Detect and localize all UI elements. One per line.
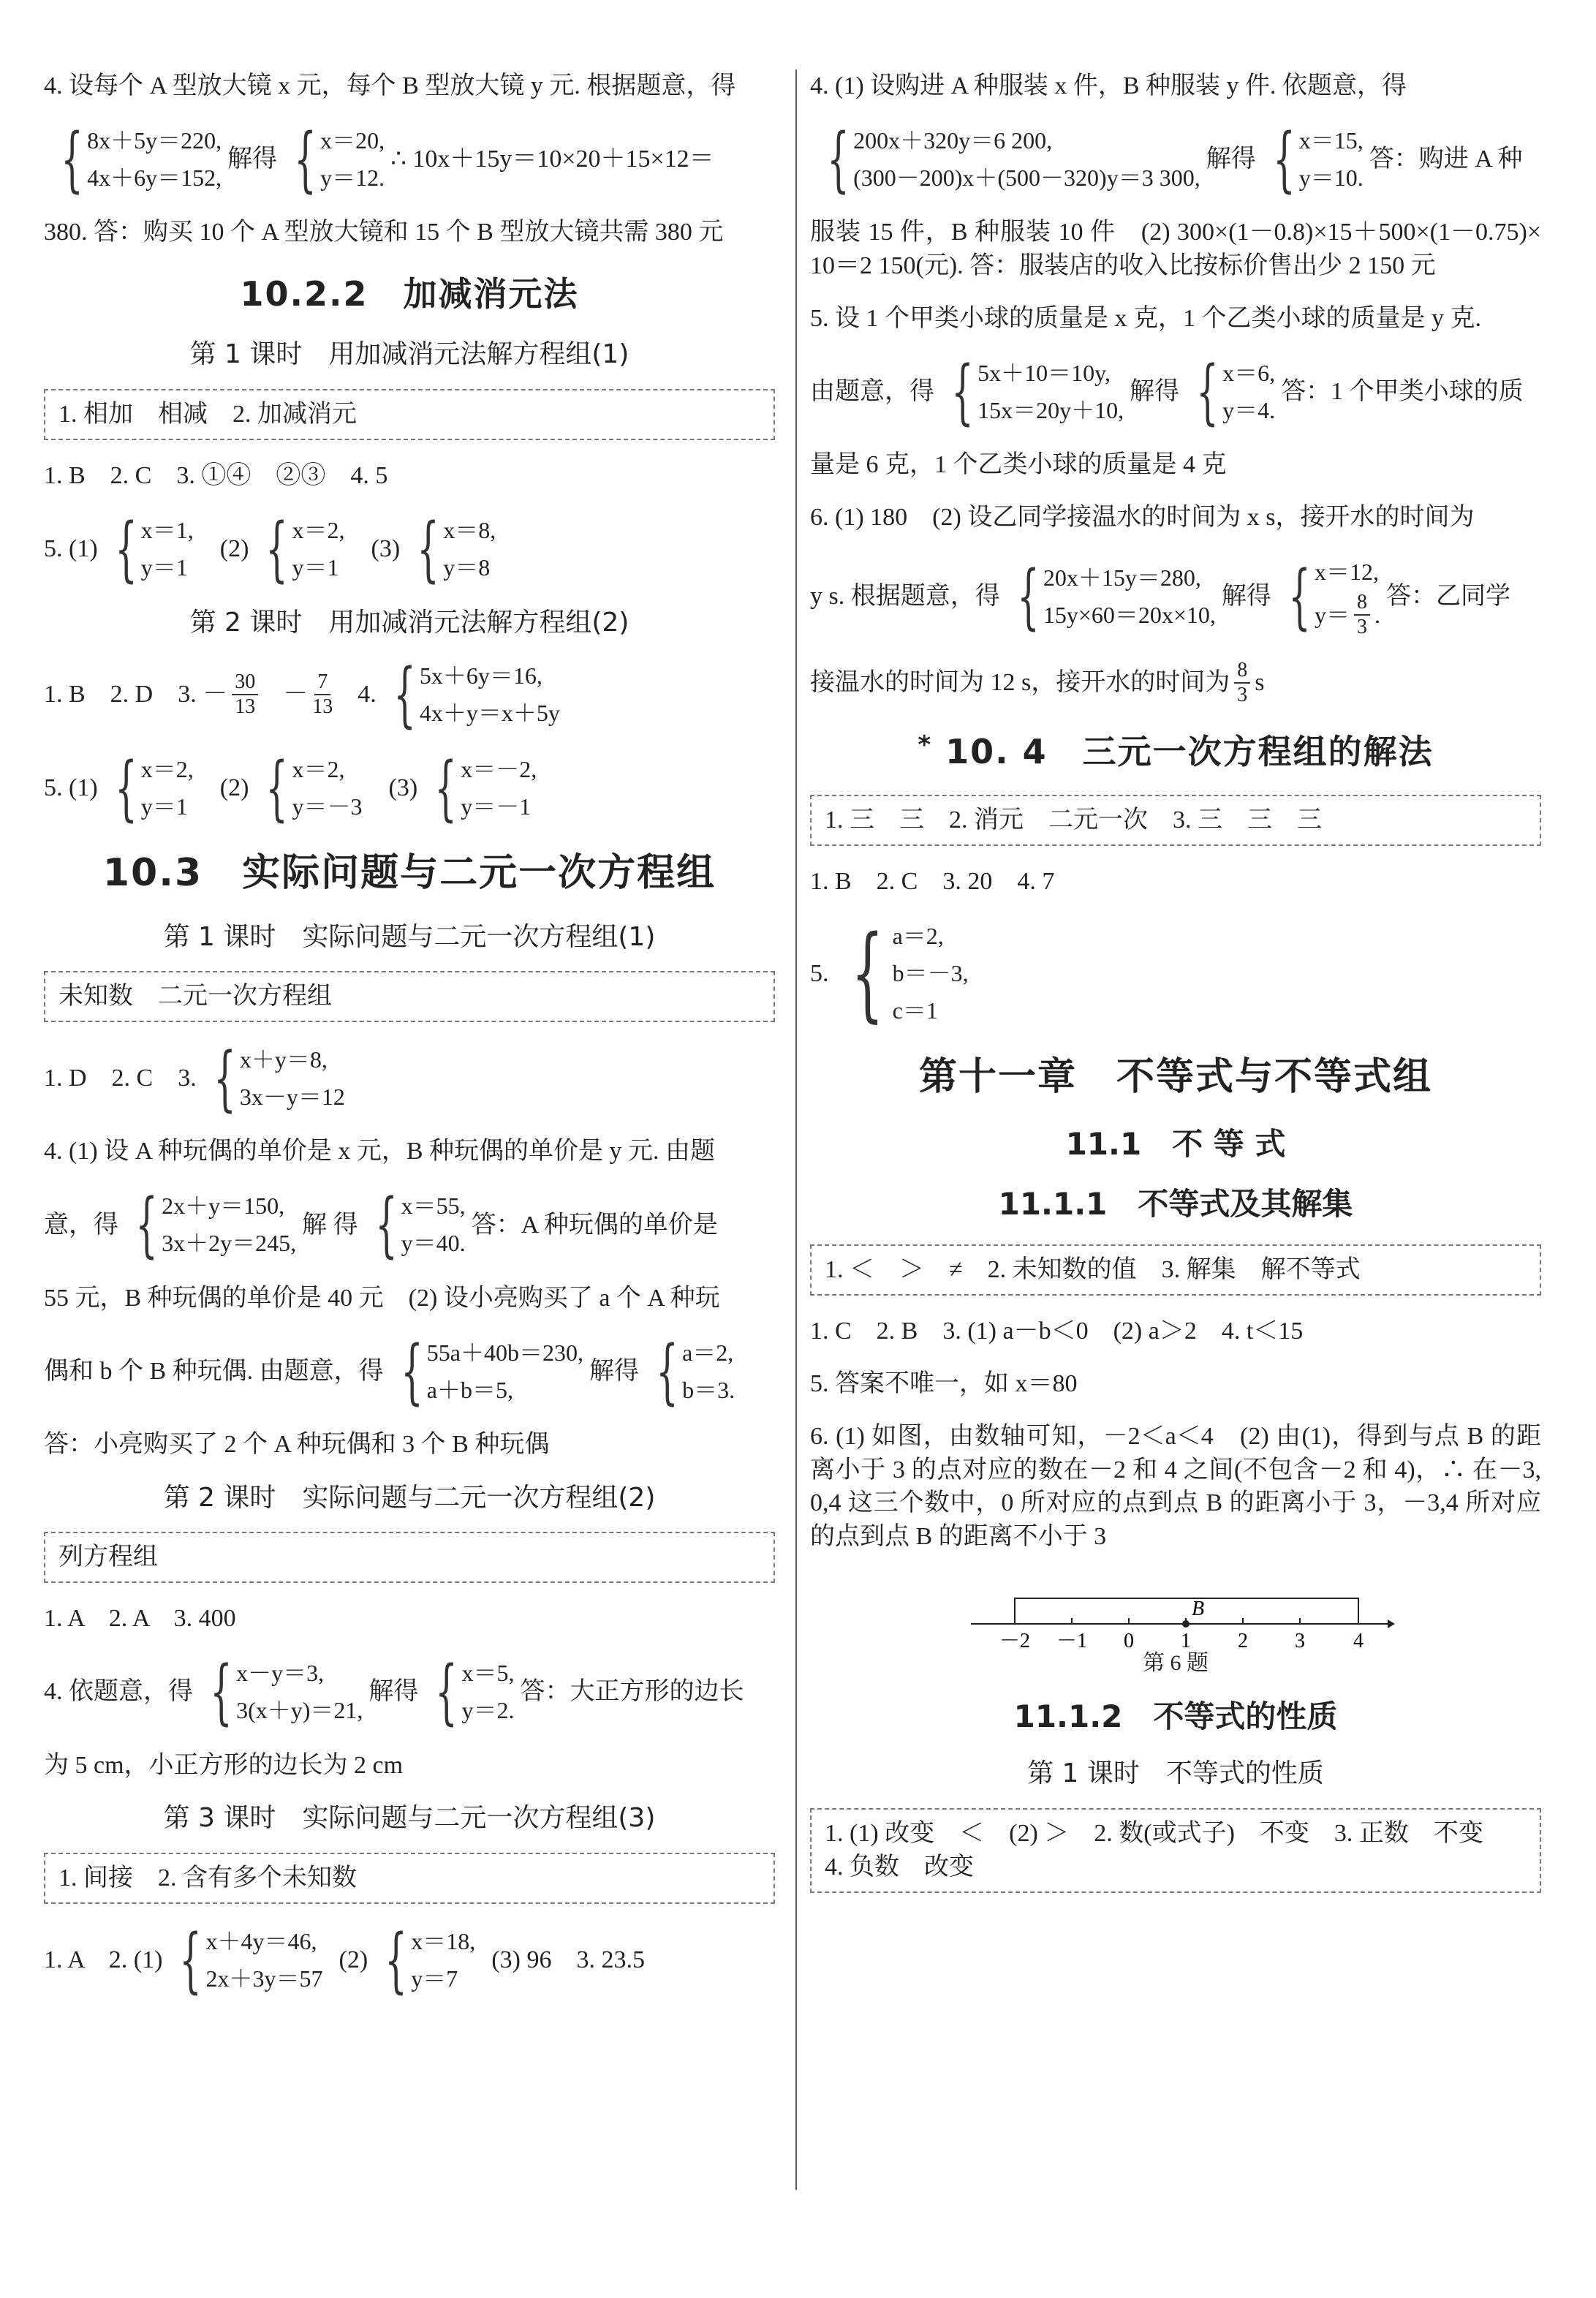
fraction [232,670,258,719]
equation: 2x＋y＝150, [162,1193,285,1220]
column-divider [795,69,797,2190]
brace-icon: { [179,1919,203,2002]
equation: y＝4. [1222,397,1276,424]
text: 答：购进 A 种 [1369,145,1523,173]
equation-system [199,1651,363,1734]
right-q6-intro: 6. (1) 180 (2) 设乙同学接温水的时间为 x s，接开水的时间为 [810,504,1475,532]
solution-system [1185,351,1276,434]
brace-icon: { [213,1037,236,1120]
denominator: 13 [312,695,333,718]
text: 答：大正方形的边长 [520,1678,744,1706]
equation: b＝3. [682,1376,735,1403]
solve-label: 解 得 [302,1211,358,1239]
equation: 55a＋40b＝230, [426,1339,583,1366]
equation: x＝20, [320,126,385,154]
solve-label: 解得 [1130,378,1180,406]
axis-label: －1 [1056,1630,1088,1653]
solution-system [1262,118,1364,201]
lesson-title: 第 2 课时 用加减消元法解方程组(2) [189,608,629,638]
solution-system [374,1919,476,2002]
solution-system [645,1330,735,1413]
equation-system [203,1037,345,1120]
right-q5-system-row [810,351,1541,434]
fraction [1354,591,1370,639]
equation-system [168,1919,323,2002]
denominator: 3 [1357,616,1368,639]
right-q6-system-row [810,553,1541,640]
equation-system [390,1330,583,1413]
equation: x＝2, [292,516,345,543]
text: 答：A 种玩偶的单价是 [471,1211,718,1239]
fill-blank-box: 1. 相加 相减 2. 加减消元 [44,389,775,440]
answers-row [44,653,775,736]
q4-system-row [44,1184,775,1266]
solution-system [424,1651,515,1734]
equation: 4x＋6y＝152, [87,165,222,192]
fraction [312,670,333,719]
equation: x＋y＝8, [239,1046,328,1073]
q4-intro: 4. (1) 设 A 种玩偶的单价是 x 元，B 种玩偶的单价是 y 元. 由题 [44,1138,715,1165]
equation: y＝1 [140,553,188,581]
equation: x＝2, [140,755,194,782]
solution-system [254,747,363,830]
left-q4-conclusion: 380. 答：购买 10 个 A 型放大镜和 15 个 B 型放大镜共需 380 元 [44,219,724,246]
equation: y＝40. [401,1230,466,1257]
equation: (300－200)x＋(500－320)y＝3 300, [853,165,1200,192]
equation: a＋b＝5, [426,1376,513,1403]
denominator: 3 [1237,683,1248,706]
equation: y＝12. [320,165,385,192]
text: y＝ [1315,601,1350,628]
optional-star: * [918,730,933,760]
section-title-text: 10. 4 三元一次方程组的解法 [945,732,1434,772]
equation: y＝1 [292,553,339,581]
point-b [1182,1620,1190,1628]
right-q4-system-row [810,118,1541,201]
question-label: (2) [339,1946,368,1974]
equation: 2x＋3y＝57 [205,1965,323,1992]
q5-solutions-row [44,747,775,830]
minus-sign: － [283,680,309,708]
axis-label: 3 [1295,1630,1305,1653]
equation: b＝－3, [892,960,969,987]
figure-caption: 第 6 题 [1143,1651,1209,1676]
equation: 5x＋6y＝16, [419,662,542,689]
solution-system [835,913,969,1033]
section-title-10-3: 10.3 实际问题与二元一次方程组 [102,851,716,896]
brace-icon: { [374,1184,398,1266]
solve-label: 解得 [368,1678,419,1706]
solution-system [406,507,496,590]
lesson-title: 第 1 课时 不等式的性质 [1027,1758,1324,1789]
equation: x＝6, [1222,359,1276,386]
equation-system [50,118,222,201]
brace-icon: { [951,351,974,434]
equation: y＝7 [411,1965,458,1992]
equation [1315,591,1380,639]
text: 偶和 b 个 B 种玩偶. 由题意，得 [44,1357,384,1385]
equation: y＝8 [443,553,491,581]
numerator: 7 [314,670,330,695]
brace-icon: { [294,118,317,201]
q4-system-row-2 [44,1330,775,1413]
fill-blank-box: 1. ＜ ＞ ≠ 2. 未知数的值 3. 解集 解不等式 [810,1244,1541,1296]
section-title-11-1-1: 11.1.1 不等式及其解集 [998,1186,1353,1222]
solution-system [283,118,385,201]
brace-icon: { [435,1651,458,1734]
equation: a＝2, [682,1339,734,1366]
brace-icon: { [1272,118,1296,201]
denominator: 13 [235,695,256,718]
lesson-title: 第 1 课时 实际问题与二元一次方程组(1) [163,921,656,952]
right-q5-intro: 5. 设 1 个甲类小球的质量是 x 克，1 个乙类小球的质量是 y 克. [810,305,1481,333]
q4-system-row [44,1651,775,1734]
equation: 200x＋320y＝6 200, [853,126,1053,154]
equation: x＝2, [292,755,345,782]
brace-icon: { [417,507,439,590]
answers-prefix: 1. B 2. D 3. － [44,680,228,708]
brace-icon: { [61,118,83,201]
brace-icon: { [656,1330,678,1413]
equation: x＝8, [443,516,496,543]
equation-system [124,1184,297,1266]
q5-solution-row [810,913,1541,1033]
q4-line3: 55 元，B 种玩偶的单价是 40 元 (2) 设小亮购买了 a 个 A 种玩 [44,1284,720,1312]
left-column [44,69,775,2017]
equation: x＝15, [1298,126,1364,154]
equation: x＋4y＝46, [205,1927,317,1954]
equation: y＝－1 [461,793,532,820]
q6-answer: 6. (1) 如图，由数轴可知，－2＜a＜4 (2) 由(1)，得到与点 B 的距离小于 3 的点对应的数在－2 和 4 之间(不包含－2 和 4)，∴ 在－3,0,4 这三个数中，0 所对应的点到点 B 的距离小于 3，－3,4 所对应的点到点 B 的距离不小于 3 [810,1422,1541,1551]
q5-answer: 5. 答案不唯一，如 x＝80 [810,1369,1078,1397]
equation-system [382,653,560,736]
answers-line: 1. B 2. C 3. ①④ ②③ 4. 5 [44,461,388,489]
brace-icon: { [114,747,137,830]
solve-label: 解得 [227,145,278,173]
solve-label: 解得 [589,1357,639,1385]
equation: a＝2, [892,922,944,949]
text: 接温水的时间为 12 s，接开水的时间为 [810,668,1230,696]
equation: 5x＋10＝10y, [977,359,1111,386]
fill-blank-box: 1. 三 三 2. 消元 二元一次 3. 三 三 三 [810,795,1541,846]
question-label: (2) [219,534,249,562]
lesson-title: 第 3 课时 实际问题与二元一次方程组(3) [163,1803,656,1834]
text: s [1255,668,1265,696]
answers-tail: (3) 96 3. 23.5 [491,1946,645,1974]
question-label: (2) [219,774,249,802]
equation: x＝－2, [461,755,537,782]
brace-icon: { [1017,555,1040,638]
brace-icon: { [827,118,850,201]
brace-icon: { [1196,351,1219,434]
brace-icon: { [434,747,457,830]
solution-system [1277,553,1380,640]
question-label: (3) [388,774,418,802]
left-q4-intro: 4. 设每个 A 型放大镜 x 元，每个 B 型放大镜 y 元. 根据题意，得 [44,72,736,99]
text: 由题意，得 [810,378,934,406]
equation: x＝12, [1315,559,1380,586]
numerator: 8 [1354,591,1370,616]
section-title-11-1-2: 11.1.2 不等式的性质 [1013,1698,1338,1734]
number-line-figure [810,1573,1541,1679]
equation: 3x＋2y＝245, [162,1230,297,1257]
answers-row [44,1919,775,2002]
question-label: 5. (1) [44,534,98,562]
equation: 4x＋y＝x＋5y [419,699,560,726]
numerator: 8 [1234,659,1250,684]
equation: 3x－y＝12 [239,1084,345,1111]
fill-blank-box: 未知数 二元一次方程组 [44,971,775,1022]
equation-system [1006,555,1216,638]
equation: y＝1 [140,793,188,820]
numerator: 30 [232,670,258,695]
equation: 15y×60＝20x×10, [1043,601,1216,628]
question-label: (3) [371,534,401,562]
text: 答：1 个甲类小球的质 [1281,378,1524,406]
solution-system [104,507,194,590]
equation: x＝55, [401,1193,466,1220]
right-column [810,69,1541,1912]
solution-system [423,747,537,830]
axis-label: －2 [999,1630,1031,1653]
axis-label: 0 [1124,1630,1134,1653]
right-q4-rest: 服装 15 件，B 种服装 10 件 (2) 300×(1－0.8)×15＋500×(1－0.75)×10＝2 150(元). 答：服装店的收入比按标价售出少 2 150 元 [810,219,1541,280]
brace-icon: { [210,1651,232,1734]
q4-end: 答：小亮购买了 2 个 A 种玩偶和 3 个 B 种玩偶 [44,1430,550,1458]
brace-icon: { [400,1330,423,1413]
equation: x－y＝3, [236,1660,325,1687]
equation: c＝1 [892,997,938,1024]
left-q4-tail: ∴ 10x＋15y＝10×20＋15×12＝ [390,145,714,173]
answers-line: 1. B 2. C 3. 20 4. 7 [810,868,1055,896]
brace-icon: { [265,747,289,830]
equation: 8x＋5y＝220, [87,126,222,154]
answers-row [44,1037,775,1120]
fill-blank-box: 1. (1) 改变 ＜ (2) ＞ 2. 数(或式子) 不变 3. 正数 不变 4. 负数 改变 [810,1808,1541,1893]
solve-label: 解得 [1221,582,1271,610]
left-q4-system-row [44,118,775,201]
equation: x＝5, [461,1660,515,1687]
section-title-10-2-2: 10.2.2 加减消元法 [240,274,579,314]
brace-icon: { [393,653,416,736]
answers-prefix: 1. A 2. (1) [44,1946,163,1974]
answers-prefix: 1. D 2. C 3. [44,1065,197,1092]
solution-system [254,507,345,590]
text: 4. 依题意，得 [44,1678,193,1706]
equation: 20x＋15y＝280, [1043,564,1201,591]
answers-line: 1. A 2. A 3. 400 [44,1605,236,1633]
q5-solutions-row [44,507,775,590]
brace-icon: { [1288,555,1311,638]
equation: 15x＝20y＋10, [977,397,1124,424]
equation-system [816,118,1200,201]
question-label: 5. (1) [44,774,98,802]
fill-blank-box: 1. 间接 2. 含有多个未知数 [44,1853,775,1904]
right-q5-end: 量是 6 克，1 个乙类小球的质量是 4 克 [810,451,1227,479]
answers-line: 1. C 2. B 3. (1) a－b＜0 (2) a＞2 4. t＜15 [810,1317,1304,1345]
equation: x＝18, [411,1927,476,1954]
chapter-title: 第十一章 不等式与不等式组 [918,1055,1432,1100]
solution-system [104,747,194,830]
lesson-title: 第 1 课时 用加减消元法解方程组(1) [189,339,629,370]
solve-label: 解得 [1206,145,1256,173]
section-title-11-1: 11.1 不 等 式 [1065,1125,1286,1162]
fraction [1234,659,1250,707]
text: y s. 根据题意，得 [810,582,1000,610]
question-label: 5. [810,959,829,987]
number-line-svg [956,1573,1395,1653]
equation: y＝10. [1298,165,1364,192]
axis-label: 4 [1353,1630,1364,1653]
arrow-icon [1388,1619,1395,1628]
equation: y＝－3 [292,793,363,820]
equation: 3(x＋y)＝21, [236,1697,363,1724]
text: . [1374,601,1381,628]
brace-icon: { [135,1184,158,1266]
equation: x＝1, [140,516,194,543]
brace-icon: { [385,1919,408,2002]
text: 答：乙同学 [1386,582,1511,610]
question-label: 4. [358,680,377,708]
equation: y＝2. [461,1697,515,1724]
right-q6-end-row [810,659,1541,707]
q4-end: 为 5 cm，小正方形的边长为 2 cm [44,1751,404,1779]
equation-system [940,351,1124,434]
axis-label: 2 [1238,1630,1248,1653]
axis-label: 1 [1181,1630,1191,1653]
right-q4-intro: 4. (1) 设购进 A 种服装 x 件，B 种服装 y 件. 依题意，得 [810,72,1407,99]
brace-icon: { [850,913,884,1033]
point-label: B [1192,1598,1205,1621]
text: 意，得 [44,1211,118,1239]
solution-system [364,1184,466,1266]
brace-icon: { [114,507,137,590]
fill-blank-box: 列方程组 [44,1532,775,1583]
section-title-10-4 [810,729,1541,774]
lesson-title: 第 2 课时 实际问题与二元一次方程组(2) [163,1482,656,1513]
brace-icon: { [265,507,289,590]
